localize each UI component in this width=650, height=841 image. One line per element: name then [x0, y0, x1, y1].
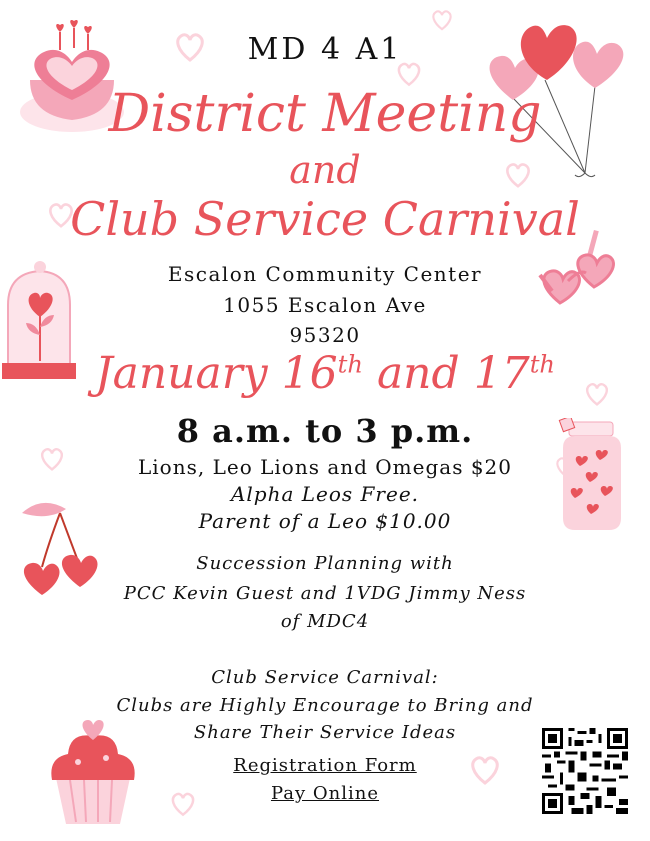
carnival-line-1: Club Service Carnival: — [211, 667, 439, 688]
dates-day2-suffix: th — [529, 350, 556, 379]
succession-line-2: PCC Kevin Guest and 1VDG Jimmy Ness — [123, 583, 527, 604]
title-district-meeting: District Meeting — [108, 84, 542, 144]
dates-month: January — [94, 348, 268, 399]
org-title: MD 4 A1 — [247, 32, 403, 67]
pricing-line-2: Alpha Leos Free. — [230, 482, 420, 506]
dates-day1-suffix: th — [337, 350, 363, 379]
pricing-line-3: Parent of a Leo $10.00 — [198, 509, 452, 533]
pricing-line-1: Lions, Leo Lions and Omegas $20 — [138, 455, 512, 479]
venue-zip: 95320 — [289, 323, 361, 347]
event-time: 8 a.m. to 3 p.m. — [176, 412, 474, 450]
dates-day2: 17 — [473, 348, 530, 399]
registration-row — [0, 755, 650, 776]
venue-street: 1055 Escalon Ave — [223, 293, 427, 317]
title-club-service-carnival: Club Service Carnival — [70, 192, 580, 246]
event-dates — [0, 348, 650, 399]
title-and: and — [289, 148, 361, 192]
carnival-line-2: Clubs are Highly Encourage to Bring and — [116, 695, 534, 716]
dates-connector: and — [376, 348, 460, 399]
venue-name: Escalon Community Center — [167, 262, 483, 286]
succession-line-1: Succession Planning with — [196, 553, 454, 574]
dates-day1: 16 — [281, 348, 338, 399]
carnival-line-3: Share Their Service Ideas — [193, 722, 457, 743]
pay-online-row — [0, 783, 650, 804]
succession-line-3: of MDC4 — [280, 611, 370, 632]
outline-heart-icon — [430, 8, 454, 32]
pay-online-link[interactable]: Pay Online — [270, 783, 380, 804]
registration-form-link[interactable]: Registration Form — [233, 755, 417, 776]
